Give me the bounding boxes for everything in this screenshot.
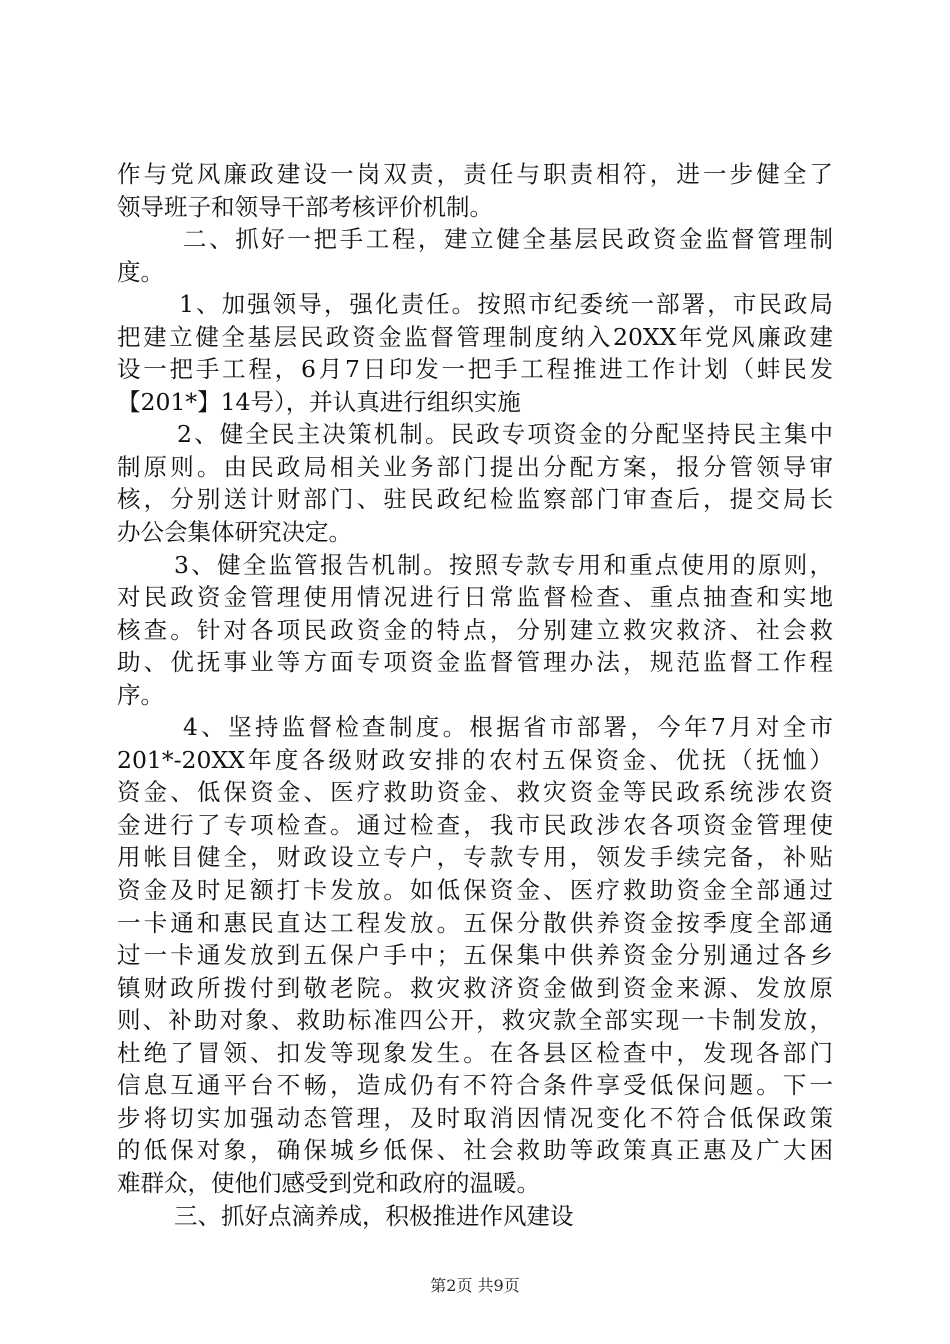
text-line: 核查。针对各项民政资金的特点，分别建立救灾救济、社会救 [117,615,833,644]
text-line: 杜绝了冒领、扣发等现象发生。在各县区检查中，发现各部门 [117,1038,833,1067]
text-line: 对民政资金管理使用情况进行日常监督检查、重点抽查和实地 [117,583,833,612]
document-body [117,158,833,1232]
text-line: 资金及时足额打卡发放。如低保资金、医疗救助资金全部通过 [117,876,833,905]
text-line: 【201*】14号），并认真进行组织实施 [117,387,521,416]
text-line: 用帐目健全，财政设立专户，专款专用，领发手续完备，补贴 [117,843,833,872]
text-line: 1、加强领导，强化责任。按照市纪委统一部署，市民政局 [179,290,833,319]
text-line: 序。 [117,680,164,709]
text-line: 作与党风廉政建设一岗双责，责任与职责相符，进一步健全了 [117,160,833,188]
text-line: 领导班子和领导干部考核评价机制。 [117,192,493,221]
text-line: 步将切实加强动态管理，及时取消因情况变化不符合低保政策 [117,1103,833,1132]
text-line: 助、优抚事业等方面专项资金监督管理办法，规范监督工作程 [117,648,833,677]
text-line: 过一卡通发放到五保户手中；五保集中供养资金分别通过各乡 [117,941,833,970]
text-line: 则、补助对象、救助标准四公开，救灾款全部实现一卡制发放， [117,1006,833,1035]
text-line: 3、健全监管报告机制。按照专款专用和重点使用的原则， [174,550,833,579]
text-line: 的低保对象，确保城乡低保、社会救助等政策真正惠及广大困 [117,1136,833,1165]
page-footer: 第2页 共9页 [430,1276,520,1295]
text-line: 度。 [117,257,164,286]
text-line: 4、坚持监督检查制度。根据省市部署，今年7月对全市 [183,713,833,742]
text-line: 把建立健全基层民政资金监督管理制度纳入20XX年党风廉政建 [117,322,833,351]
text-line: 镇财政所拨付到敬老院。救灾救济资金做到资金来源、发放原 [117,973,833,1002]
text-line: 信息互通平台不畅，造成仍有不符合条件享受低保问题。下一 [117,1071,833,1100]
text-line: 制原则。由民政局相关业务部门提出分配方案，报分管领导审 [117,452,833,481]
text-line: 三、抓好点滴养成，积极推进作风建设 [174,1201,574,1230]
text-line: 难群众，使他们感受到党和政府的温暖。 [117,1168,540,1197]
text-line: 核，分别送计财部门、驻民政纪检监察部门审查后，提交局长 [117,485,833,514]
text-line: 一卡通和惠民直达工程发放。五保分散供养资金按季度全部通 [117,908,833,937]
text-line: 资金、低保资金、医疗救助资金、救灾资金等民政系统涉农资 [117,778,833,807]
text-line: 201*-20XX年度各级财政安排的农村五保资金、优抚（抚恤） [117,745,833,774]
text-line: 金进行了专项检查。通过检查，我市民政涉农各项资金管理使 [117,810,833,839]
text-line: 办公会集体研究决定。 [117,518,352,547]
text-line: 二、抓好一把手工程，建立健全基层民政资金监督管理制 [183,225,833,254]
text-line: 2、健全民主决策机制。民政专项资金的分配坚持民主集中 [177,420,833,449]
text-line: 设一把手工程，6月7日印发一把手工程推进工作计划（蚌民发 [117,355,833,384]
